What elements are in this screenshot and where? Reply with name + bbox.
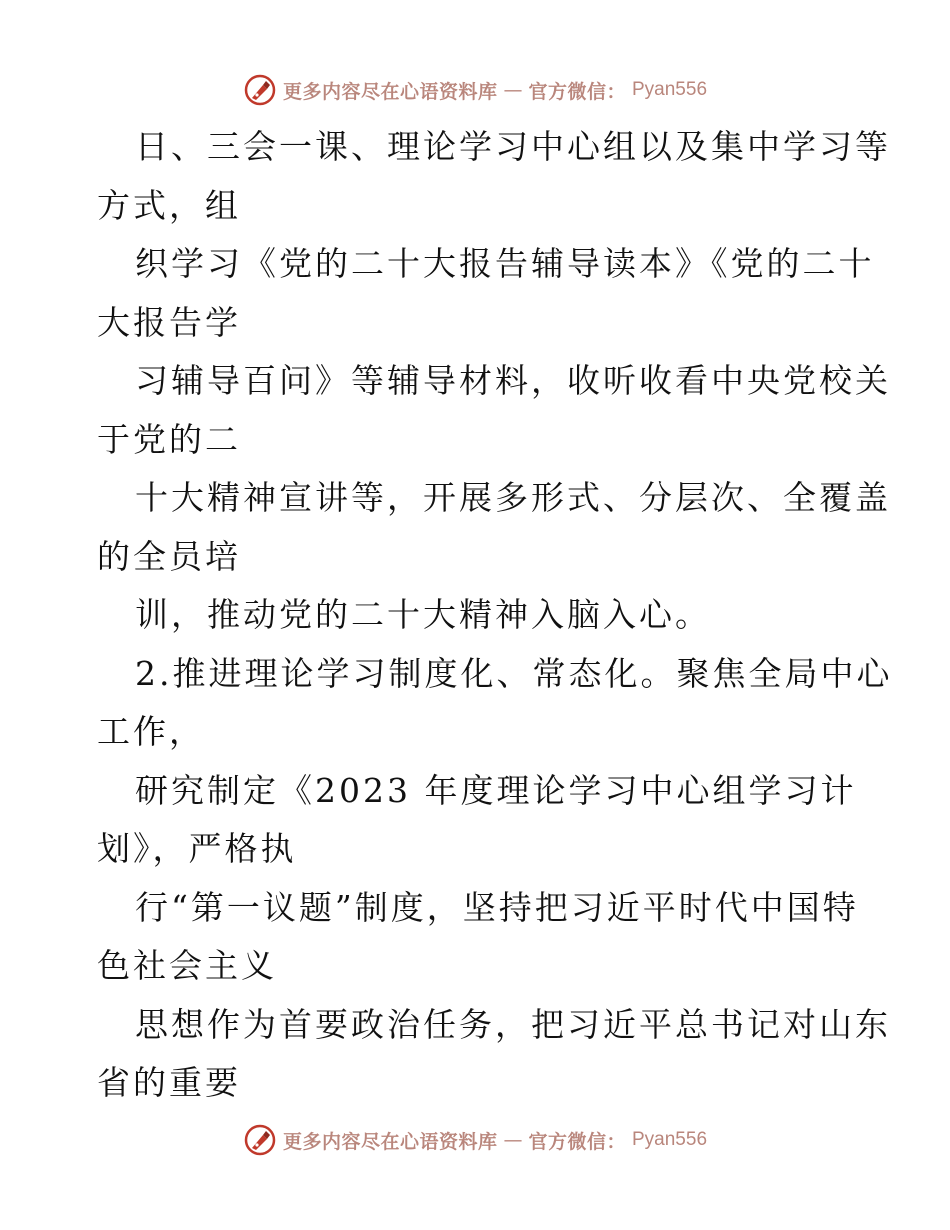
text-line: 省的重要 (97, 1063, 241, 1102)
watermark-separator: — (503, 79, 523, 101)
text-line: 2.推进理论学习制度化、常态化。聚焦全局中心 (135, 653, 893, 693)
text-line: 行“第一议题”制度，坚持把习近平时代中国特 (135, 887, 859, 927)
text-line: 日、三会一课、理论学习中心组以及集中学习等 (135, 127, 891, 166)
watermark-text: 更多内容尽在心语资料库 (282, 80, 498, 103)
text-line: 划》，严格执 (97, 829, 297, 868)
text-line: 织学习《党的二十大报告辅导读本》《党的二十 (135, 244, 875, 283)
watermark-id: Pyan556 (632, 1129, 708, 1150)
document-body (97, 118, 893, 1113)
text-line: 训，推动党的二十大精神入脑入心。 (135, 595, 711, 634)
text-line: 十大精神宣讲等，开展多形式、分层次、全覆盖 (135, 478, 891, 517)
text-line: 大报告学 (97, 302, 241, 342)
text-line: 的全员培 (97, 536, 241, 576)
text-line: 习辅导百问》等辅导材料，收听收看中央党校关 (135, 361, 891, 400)
watermark-id: Pyan556 (632, 79, 708, 100)
watermark-text: 更多内容尽在心语资料库 (282, 1130, 498, 1153)
text-line: 思想作为首要政治任务，把习近平总书记对山东 (135, 1004, 891, 1044)
pen-nib-logo-icon (243, 73, 277, 107)
footer-watermark (0, 1120, 950, 1160)
watermark-separator: — (503, 1129, 523, 1151)
watermark-label: 官方微信： (528, 1130, 626, 1153)
pen-nib-logo-icon (243, 1123, 277, 1157)
text-line: 工作， (97, 712, 205, 751)
text-line: 研究制定《2023 年度理论学习中心组学习计 (135, 770, 857, 810)
watermark-label: 官方微信： (528, 80, 626, 103)
header-watermark (0, 70, 950, 110)
text-line: 于党的二 (97, 419, 241, 459)
text-line: 方式，组 (97, 185, 241, 225)
text-line: 色社会主义 (97, 946, 277, 985)
